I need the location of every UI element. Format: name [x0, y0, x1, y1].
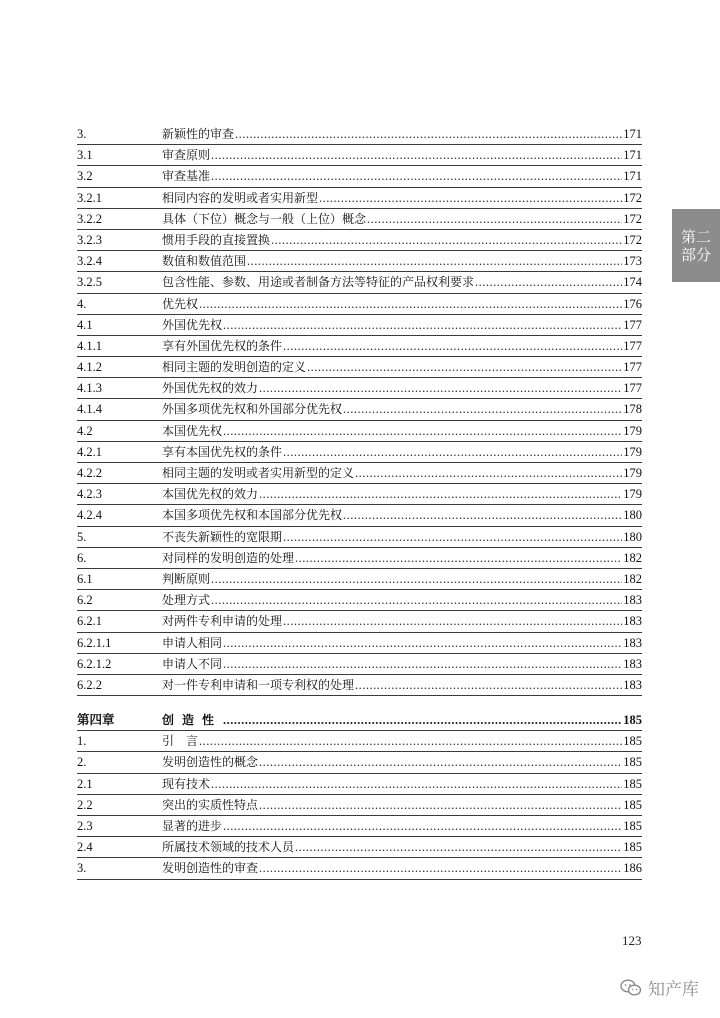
- toc-section-title: 数值和数值范围: [162, 254, 247, 269]
- toc-section-title: 享有本国优先权的条件: [162, 444, 283, 459]
- toc-section-number: 3.2: [77, 169, 93, 184]
- toc-leader-dots: [307, 357, 622, 378]
- watermark: [620, 975, 699, 1000]
- toc-section-number: 2.3: [77, 819, 93, 833]
- toc-leader-dots: [259, 378, 622, 399]
- toc-leader-dots: [223, 654, 622, 675]
- toc-section-title: 处理方式: [162, 593, 211, 608]
- toc-page-number: 171: [623, 127, 642, 141]
- toc-row[interactable]: [77, 315, 642, 336]
- toc-section-title: 对同样的发明创造的处理: [162, 550, 295, 565]
- toc-section-number: 4.1.1: [77, 338, 102, 353]
- toc-section-title: 引 言: [162, 734, 199, 749]
- toc-chapter-title: 创造性: [162, 713, 223, 728]
- toc-leader-dots: [211, 166, 622, 187]
- toc-section-number: 3.2.3: [77, 232, 102, 247]
- toc-row[interactable]: [77, 145, 642, 166]
- toc-section-number: 6.: [77, 550, 87, 565]
- toc-section-number: 3.2.2: [77, 211, 102, 226]
- toc-section-title: 相同内容的发明或者实用新型: [162, 190, 319, 205]
- toc-section-number: 2.4: [77, 840, 93, 855]
- toc-section-number: 5.: [77, 529, 87, 544]
- toc-page-number: 185: [623, 840, 642, 855]
- toc-row[interactable]: [77, 611, 642, 632]
- toc-row[interactable]: [77, 752, 642, 773]
- toc-section-title: 享有外国优先权的条件: [162, 338, 283, 353]
- toc-group-chapter-four: [77, 731, 642, 879]
- toc-section-number: 3.: [77, 861, 87, 876]
- toc-page-number: 171: [623, 148, 642, 163]
- toc-section-title: 本国优先权: [162, 423, 223, 438]
- toc-row[interactable]: [77, 188, 642, 209]
- toc-section-title: 优先权: [162, 296, 199, 311]
- toc-page-number: 178: [623, 402, 642, 417]
- toc-page-number: 179: [623, 444, 642, 459]
- toc-row[interactable]: [77, 294, 642, 315]
- toc-section-title: 所属技术领域的技术人员: [162, 840, 295, 855]
- toc-section-number: 4.2.3: [77, 487, 102, 502]
- toc-page-number: 185: [623, 797, 642, 812]
- toc-leader-dots: [283, 442, 622, 463]
- toc-section-title: 包含性能、参数、用途或者制备方法等特征的产品权利要求: [162, 275, 475, 290]
- toc-page-number: 173: [623, 254, 642, 269]
- toc-leader-dots: [283, 527, 622, 548]
- toc-row[interactable]: [77, 399, 642, 420]
- toc-leader-dots: [475, 272, 622, 293]
- toc-leader-dots: [223, 633, 622, 654]
- toc-section-title: 审查基准: [162, 169, 211, 184]
- toc-leader-dots: [259, 484, 622, 505]
- toc-section-number: 6.1: [77, 571, 93, 586]
- toc-section-number: 4.1: [77, 317, 93, 332]
- toc-section-title: 突出的实质性特点: [162, 797, 259, 812]
- toc-section-number: 4.: [77, 296, 87, 311]
- toc-row[interactable]: [77, 633, 642, 654]
- toc-section-number: 4.1.3: [77, 381, 102, 396]
- toc-leader-dots: [355, 463, 622, 484]
- toc-row[interactable]: [77, 463, 642, 484]
- toc-row[interactable]: [77, 731, 642, 752]
- toc-section-title: 判断原则: [162, 571, 211, 586]
- toc-leader-dots: [271, 230, 622, 251]
- toc-leader-dots: [235, 124, 622, 145]
- toc-row[interactable]: [77, 569, 642, 590]
- toc-page-number: 185: [623, 776, 642, 791]
- toc-section-number: 4.2.4: [77, 508, 102, 523]
- toc-chapter-page: 185: [623, 713, 642, 728]
- toc-page-number: 179: [623, 466, 642, 480]
- toc-page-number: 186: [623, 861, 642, 876]
- toc-section-title: 对一件专利申请和一项专利权的处理: [162, 677, 355, 692]
- toc-page-number: 185: [623, 734, 642, 749]
- toc-page-number: 171: [623, 169, 642, 184]
- toc-section-number: 3.1: [77, 148, 93, 163]
- toc-section-number: 3.2.5: [77, 275, 102, 290]
- toc-section-title: 对两件专利申请的处理: [162, 614, 283, 629]
- toc-leader-dots: [259, 795, 622, 816]
- toc-page-number: 182: [623, 571, 642, 586]
- toc-section-title: 本国优先权的效力: [162, 487, 259, 502]
- toc-page-number: 177: [623, 317, 642, 332]
- side-tab-line-1: 第二: [680, 227, 711, 246]
- toc-section-title: 外国优先权: [162, 317, 223, 332]
- toc-leader-dots: [319, 188, 622, 209]
- toc-leader-dots: [355, 675, 622, 696]
- toc-section-title: 外国优先权的效力: [162, 381, 259, 396]
- toc-leader-dots: [199, 294, 622, 315]
- toc-section-number: 6.2.1: [77, 614, 102, 629]
- toc-row[interactable]: [77, 837, 642, 858]
- toc-row[interactable]: [77, 421, 642, 442]
- toc-section-number: 4.2.2: [77, 466, 102, 480]
- toc-row[interactable]: [77, 527, 642, 548]
- toc-page-number: 183: [623, 593, 642, 608]
- section-side-tab: [672, 209, 720, 282]
- toc-row[interactable]: [77, 272, 642, 293]
- toc-leader-dots: [283, 336, 622, 357]
- toc-page-number: 172: [623, 190, 642, 205]
- toc-page-number: 182: [623, 550, 642, 565]
- toc-chapter-heading[interactable]: [77, 710, 642, 731]
- toc-section-title: 申请人相同: [162, 635, 223, 650]
- toc-section-number: 3.2.1: [77, 190, 102, 205]
- toc-leader-dots: [223, 816, 622, 837]
- toc-section-title: 发明创造性的概念: [162, 755, 259, 770]
- toc-section-number: 2.2: [77, 797, 93, 812]
- toc-section-title: 相同主题的发明或者实用新型的定义: [162, 466, 355, 480]
- toc-section-number: 3.2.4: [77, 254, 102, 269]
- toc-page-number: 180: [623, 529, 642, 544]
- toc-section-number: 1.: [77, 734, 87, 749]
- toc-section-number: 4.2: [77, 423, 93, 438]
- toc-section-title: 相同主题的发明创造的定义: [162, 360, 307, 375]
- toc-leader-dots: [343, 399, 622, 420]
- toc-row[interactable]: [77, 774, 642, 795]
- toc-row[interactable]: [77, 590, 642, 611]
- toc-section-title: 发明创造性的审查: [162, 861, 259, 876]
- side-tab-line-2: 部分: [680, 245, 711, 264]
- toc-section-title: 惯用手段的直接置换: [162, 232, 271, 247]
- table-of-contents: [77, 124, 642, 880]
- toc-row[interactable]: [77, 230, 642, 251]
- toc-page-number: 185: [623, 755, 642, 770]
- toc-row[interactable]: [77, 251, 642, 272]
- toc-leader-dots: [295, 548, 622, 569]
- toc-row[interactable]: [77, 654, 642, 675]
- toc-section-title: 申请人不同: [162, 656, 223, 671]
- toc-chapter-number: 第四章: [77, 713, 115, 728]
- toc-leader-dots: [247, 251, 622, 272]
- toc-section-title: 具体（下位）概念与一般（上位）概念: [162, 211, 367, 226]
- toc-section-title: 外国多项优先权和外国部分优先权: [162, 402, 343, 417]
- toc-page-number: 183: [623, 677, 642, 692]
- toc-page-number: 183: [623, 656, 642, 671]
- toc-page-number: 179: [623, 423, 642, 438]
- toc-page-number: 174: [623, 275, 642, 290]
- toc-section-number: 2.: [77, 755, 87, 770]
- toc-leader-dots: [295, 837, 622, 858]
- toc-page-number: 177: [623, 338, 642, 353]
- toc-leader-dots: [223, 421, 622, 442]
- toc-row[interactable]: [77, 209, 642, 230]
- toc-page-number: 180: [623, 508, 642, 523]
- toc-row[interactable]: [77, 357, 642, 378]
- toc-group-chapter-three: [77, 124, 642, 696]
- toc-section-number: 4.1.2: [77, 360, 102, 375]
- page-number: 123: [622, 933, 642, 948]
- toc-leader-dots: [259, 752, 622, 773]
- toc-row[interactable]: [77, 548, 642, 569]
- toc-page-number: 183: [623, 614, 642, 629]
- toc-section-number: 6.2.1.1: [77, 635, 112, 650]
- toc-row[interactable]: [77, 795, 642, 816]
- toc-row[interactable]: [77, 858, 642, 879]
- toc-leader-dots: [211, 569, 622, 590]
- toc-section-title: 审查原则: [162, 148, 211, 163]
- toc-section-number: 6.2.1.2: [77, 656, 112, 671]
- toc-page-number: 176: [623, 296, 642, 311]
- toc-leader-dots: [211, 590, 622, 611]
- toc-section-title: 显著的进步: [162, 819, 223, 833]
- toc-row[interactable]: [77, 484, 642, 505]
- toc-row[interactable]: [77, 675, 642, 696]
- toc-row[interactable]: [77, 124, 642, 145]
- toc-row[interactable]: [77, 505, 642, 526]
- wechat-icon: [620, 979, 642, 997]
- toc-page-number: 177: [623, 381, 642, 396]
- toc-page-number: 172: [623, 211, 642, 226]
- toc-section-number: 2.1: [77, 776, 93, 791]
- toc-section-number: 4.2.1: [77, 444, 102, 459]
- toc-section-title: 新颖性的审查: [162, 127, 235, 141]
- toc-section-title: 本国多项优先权和本国部分优先权: [162, 508, 343, 523]
- toc-leader-dots: [223, 315, 622, 336]
- toc-page-number: 177: [623, 360, 642, 375]
- toc-section-number: 6.2.2: [77, 677, 102, 692]
- toc-leader-dots: [283, 611, 622, 632]
- toc-leader-dots: [343, 505, 622, 526]
- toc-spacer: [77, 696, 642, 710]
- toc-leader-dots: [367, 209, 622, 230]
- toc-section-number: 4.1.4: [77, 402, 102, 417]
- toc-row[interactable]: [77, 442, 642, 463]
- toc-leader-dots: [199, 731, 622, 752]
- toc-page-number: 172: [623, 232, 642, 247]
- toc-leader-dots: [223, 710, 622, 731]
- toc-section-number: 3.: [77, 127, 87, 141]
- toc-leader-dots: [211, 145, 622, 166]
- toc-section-title: 现有技术: [162, 776, 211, 791]
- toc-page-number: 183: [623, 635, 642, 650]
- toc-section-title: 不丧失新颖性的宽限期: [162, 529, 283, 544]
- toc-row[interactable]: [77, 816, 642, 837]
- toc-leader-dots: [259, 858, 622, 879]
- toc-row[interactable]: [77, 336, 642, 357]
- toc-row[interactable]: [77, 166, 642, 187]
- toc-page-number: 185: [623, 819, 642, 833]
- toc-page-number: 179: [623, 487, 642, 502]
- toc-row[interactable]: [77, 378, 642, 399]
- toc-leader-dots: [211, 774, 622, 795]
- toc-section-number: 6.2: [77, 593, 93, 608]
- watermark-text: 知产库: [648, 980, 699, 1000]
